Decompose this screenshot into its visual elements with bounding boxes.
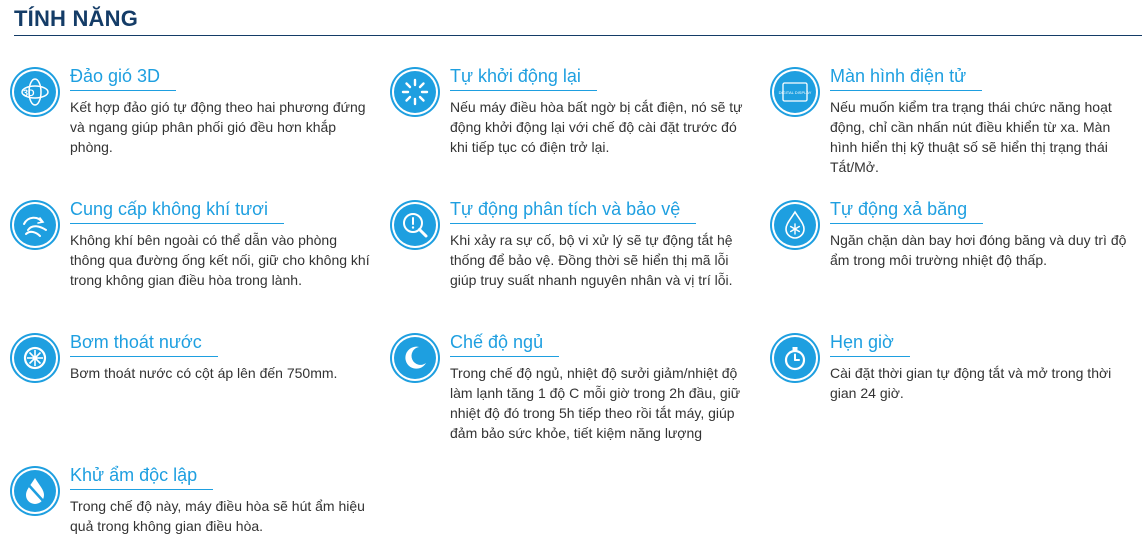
feature-title: Khử ẩm độc lập [70,465,213,490]
feature-description: Kết hợp đảo gió tự động theo hai phương đứng và ngang giúp phân phối gió đều hơn khắp phòng. [70,99,366,155]
feature-description: Bơm thoát nước có cột áp lên đến 750mm. [70,365,338,381]
feature-title: Cung cấp không khí tươi [70,199,284,224]
fresh-air-icon [14,204,56,246]
self-diagnosis-icon [394,204,436,246]
feature-description: Cài đặt thời gian tự động tắt và mở trong thời gian 24 giờ. [830,365,1112,401]
timer-icon [774,337,816,379]
feature-title: Màn hình điện tử [830,66,982,91]
feature-title: Bơm thoát nước [70,332,218,357]
feature-description: Nếu muốn kiểm tra trạng thái chức năng hoạt động, chỉ cần nhấn nút điều khiển từ xa. Màn hình hiển thị kỹ thuật số sẽ hiển thị trạng thái Tắt/Mở. [830,99,1112,175]
sleep-mode-icon [394,337,436,379]
svg-text:3D: 3D [23,88,35,98]
feature-description: Ngăn chặn dàn bay hơi đóng băng và duy trì độ ẩm trong môi trường nhiệt độ thấp. [830,232,1127,268]
3d-swing-icon [14,71,56,113]
section-title: TÍNH NĂNG [14,6,139,31]
feature-description: Khi xảy ra sự cố, bộ vi xử lý sẽ tự động tắt hệ thống để bảo vệ. Đồng thời sẽ hiển thị mã lỗi giúp truy suất nhanh nguyên nhân và vị trí lỗi. [450,232,733,288]
feature-title: Tự động xả băng [830,199,983,224]
feature-description: Trong chế độ ngủ, nhiệt độ sưởi giảm/nhiệt độ làm lạnh tăng 1 độ C mỗi giờ trong 2h đầu, giữ nhiệt độ đó trong 5h tiếp theo rồi tắt máy, giúp đảm bảo sức khỏe, tiết kiệm năng lượng [450,365,741,441]
digital-display-icon [774,71,816,113]
auto-defrost-icon [774,204,816,246]
feature-title: Hẹn giờ [830,332,910,357]
auto-restart-icon [394,71,436,113]
feature-description: Không khí bên ngoài có thể dẫn vào phòng thông qua đường ống kết nối, giữ cho không khí trong không gian điều hòa trong lành. [70,232,370,288]
drain-pump-icon [14,337,56,379]
feature-title: Tự khởi động lại [450,66,597,91]
feature-title: Tự động phân tích và bảo vệ [450,199,696,224]
dehumidify-icon [14,470,56,512]
title-divider [14,35,1142,36]
feature-title: Chế độ ngủ [450,332,559,357]
feature-description: Nếu máy điều hòa bất ngờ bị cắt điện, nó sẽ tự động khởi động lại với chế độ cài đặt trước đó khi tiếp tục có điện trở lại. [450,99,743,155]
feature-title: Đảo gió 3D [70,66,176,91]
feature-description: Trong chế độ này, máy điều hòa sẽ hút ẩm hiệu quả trong không gian điều hòa. [70,498,365,534]
icon-label: DIGITAL DISPLAY [778,90,812,95]
